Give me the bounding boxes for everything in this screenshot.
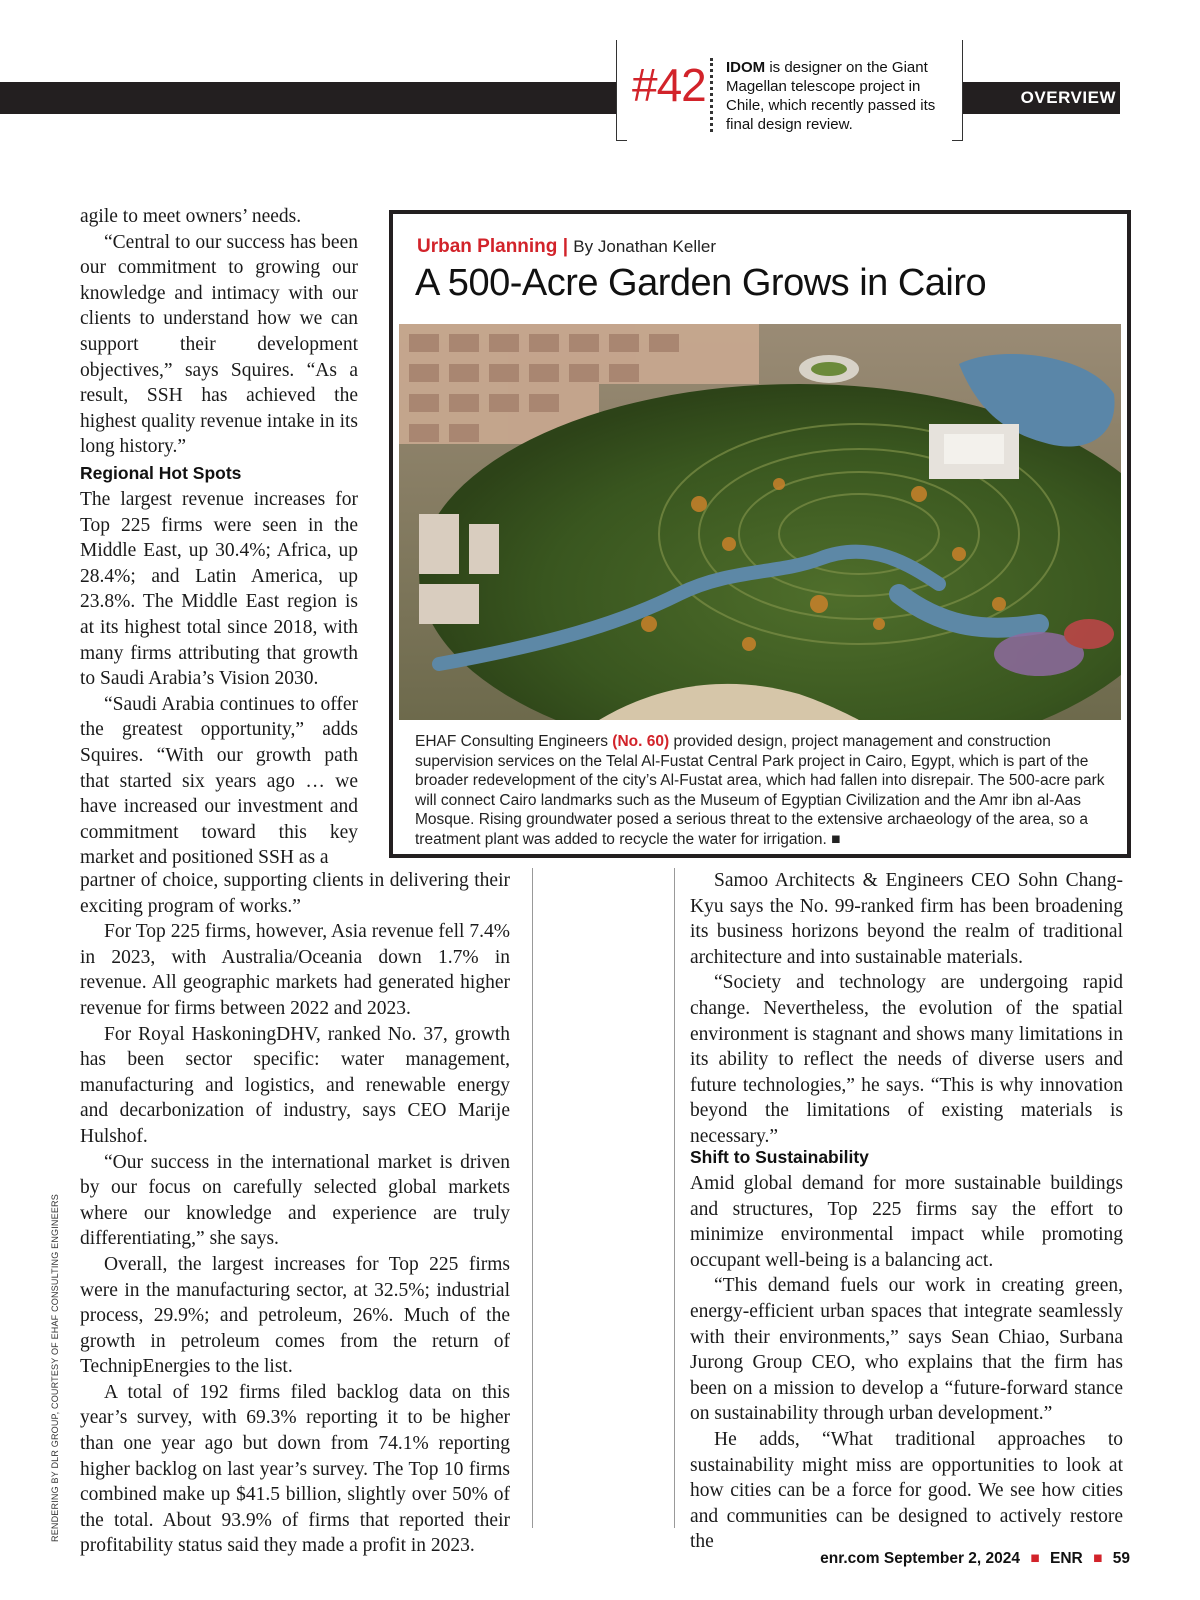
sidebar-title: A 500-Acre Garden Grows in Cairo — [415, 262, 987, 304]
sidebar-section: Urban Planning — [417, 236, 558, 257]
section-tag: OVERVIEW — [1020, 88, 1116, 107]
paragraph: “Saudi Arabia continues to offer the greatest opportunity,” adds Squires. “With our growth path that started six years ago … we have increased our investment and commitment toward this key market and positioned SSH as a — [80, 693, 358, 869]
sidebar-byline: By Jonathan Keller — [573, 237, 716, 256]
caption-rank: (No. 60) — [612, 733, 670, 750]
page-number: 59 — [1112, 1550, 1130, 1567]
paragraph: For Royal HaskoningDHV, ranked No. 37, growth has been sector specific: water management, manufacturing and logistics, and renewable energy and decarbonization of industry, says CEO Marije Hulshof. — [80, 1023, 510, 1147]
paragraph: “Central to our success has been our commitment to growing our knowledge and intimacy with our clients to understand how we can support their development objectives,” says Squires. “As a result, SSH has achieved the highest quality revenue intake in its long history.” — [80, 231, 358, 458]
park-rendering-image — [399, 324, 1121, 720]
photo-credit: RENDERING BY DLR GROUP, COURTESY OF EHAF CONSULTING ENGINEERS — [50, 1194, 60, 1542]
footer-magazine: ENR — [1050, 1550, 1083, 1567]
caption-body: provided design, project management and construction supervision services on the Telal Al-Fustat Central Park project in Cairo, Egypt, which is part of the broader redevelopment of the city’s Al-Fustat area, which had fallen into disrepair. The 500-acre park will connect Cairo landmarks such as the Museum of Egyptian Civilization and the Amr ibn al-Aas Mosque. Rising groundwater posed a serious threat to the extensive archaeology of the area, so a treatment plant was added to recycle the water for irrigation. — [415, 733, 1105, 848]
paragraph: He adds, “What traditional approaches to sustainability might miss are opportunities to look at how cities can be a force for good. We see how cities and communities can be designed to actively restore the — [690, 1428, 1123, 1553]
rank-number: #42 — [632, 59, 706, 111]
callout-bracket-left — [616, 40, 627, 141]
col1-narrow-text — [80, 487, 358, 871]
sidebar-box — [389, 210, 1131, 858]
callout-divider — [710, 58, 713, 132]
column-rule-left — [532, 868, 533, 1528]
column-rule-right — [674, 868, 675, 1528]
callout-firm: IDOM — [726, 59, 766, 76]
paragraph: “Society and technology are undergoing rapid change. Nevertheless, the evolution of the spatial environment is stagnant and shows many limitations in its ability to reflect the needs of diverse users and future technologies,” he says. “This is why innovation beyond the limitations of existing materials is necessary.” — [690, 972, 1123, 1147]
paragraph: “This demand fuels our work in creating green, energy-efficient urban spaces that integrate seamlessly with their environments,” says Sean Chiao, Surbana Jurong Group CEO, who explains that the firm has been on a mission to develop a “future-forward stance on sustainability through urban development.” — [690, 1275, 1123, 1425]
paragraph: The largest revenue increases for Top 225 firms were seen in the Middle East, up 30.4%; Africa, up 28.4%; and Latin America, up 23.8%. The Middle East region is at its highest total since 2018, with many firms attributing that growth to Saudi Arabia’s Vision 2030. — [80, 489, 358, 690]
footer-separator: ■ — [1030, 1550, 1040, 1567]
paragraph: partner of choice, supporting clients in delivering their exciting program of works.” — [80, 870, 510, 917]
col1-top-text — [80, 204, 358, 460]
subhead-sustainability: Shift to Sustainability — [690, 1147, 869, 1167]
paragraph: “Our success in the international market is driven by our focus on carefully selected global markets where our knowledge and experience are truly differentiating,” she says. — [80, 1151, 510, 1250]
callout-body: is designer on the Giant Magellan telescope project in Chile, which recently passed its final design review. — [726, 59, 936, 133]
kicker-divider: | — [562, 236, 569, 257]
paragraph: agile to meet owners’ needs. — [80, 206, 302, 227]
footer-separator: ■ — [1093, 1550, 1103, 1567]
paragraph: Overall, the largest increases for Top 225 firms were in the manufacturing sector, at 32.5%; industrial process, 29.9%; and petroleum, 26%. Much of the growth in petroleum comes from the return of TechnipEnergies to the list. — [80, 1253, 510, 1378]
paragraph: A total of 192 firms filed backlog data on this year’s survey, with 69.3% reporting it to be higher than one year ago but down from 74.1% reporting higher backlog on last year’s survey. The Top 10 firms combined make up $41.5 billion, slightly over 50% of the total. About 93.9% of firms that reported their profitability status said they made a profit in 2023. — [80, 1381, 510, 1557]
paragraph: Samoo Architects & Engineers CEO Sohn Chang-Kyu says the No. 99-ranked firm has been broadening its business horizons beyond the realm of traditional architecture and into sustainable materials. — [690, 870, 1123, 968]
col1-wide-text — [80, 868, 510, 1559]
caption-firm: EHAF Consulting Engineers — [415, 733, 613, 750]
subhead-regional: Regional Hot Spots — [80, 463, 242, 483]
col2-text-a — [690, 868, 1123, 1150]
footer-date: September 2, 2024 — [883, 1550, 1021, 1567]
page-footer — [820, 1550, 1130, 1568]
callout-text — [726, 58, 956, 134]
col2-text-b — [690, 1171, 1123, 1555]
paragraph: Amid global demand for more sustainable buildings and structures, Top 225 firms say the effort to minimize environmental impact while promoting occupant well-being is a balancing act. — [690, 1173, 1123, 1271]
sidebar-caption — [415, 732, 1113, 849]
footer-site: enr.com — [820, 1550, 880, 1567]
sidebar-kicker — [417, 236, 716, 258]
end-mark: ■ — [831, 830, 841, 848]
paragraph: For Top 225 firms, however, Asia revenue fell 7.4% in 2023, with Australia/Oceania down 1.7% in revenue. All geographic markets had generated higher revenue for firms between 2022 and 2023. — [80, 921, 510, 1019]
